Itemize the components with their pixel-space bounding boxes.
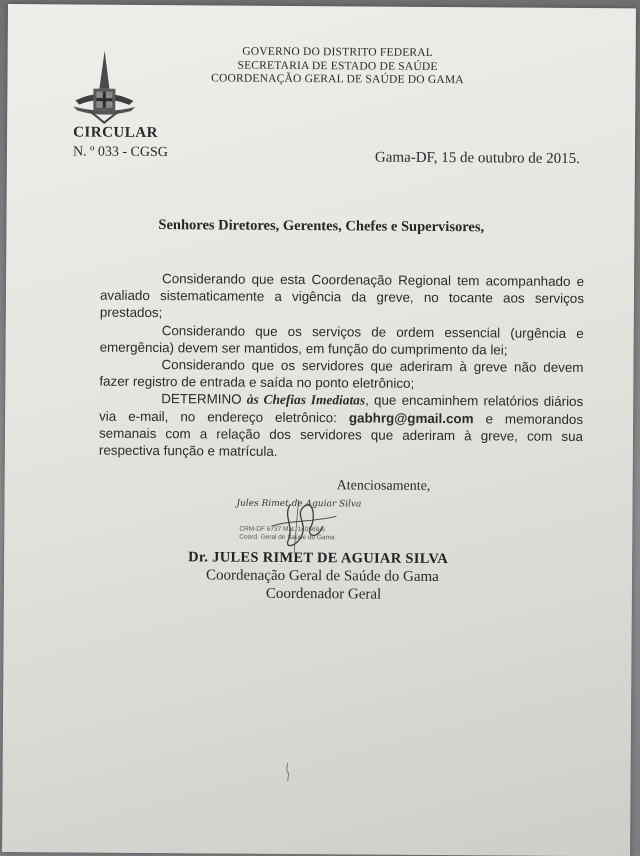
letter-body xyxy=(99,270,584,463)
document-date: Gama-DF, 15 de outubro de 2015. xyxy=(375,150,580,168)
coat-of-arms-icon xyxy=(69,48,140,126)
header-coordination: COORDENAÇÃO GERAL DE SAÚDE DO GAMA xyxy=(177,72,497,88)
paragraph-4-mid: , que encaminhem relatórios diários via e-mail, no endereço eletrônico: xyxy=(99,393,583,425)
signature-handwriting: Jules Rimet de Aguiar Silva xyxy=(236,499,361,510)
signatory-organization: Coordenação Geral de Saúde do Gama xyxy=(206,567,439,586)
signature-stamp xyxy=(239,526,349,542)
letterhead xyxy=(177,45,497,88)
header-secretariat: SECRETARIA DE ESTADO DE SAÚDE xyxy=(178,59,498,75)
salutation: Senhores Diretores, Gerentes, Chefes e Supervisores, xyxy=(158,217,484,236)
paper-mark-icon xyxy=(285,762,291,782)
paragraph-3: Considerando que os servidores que aderiram à greve não devem fazer registro de entrada e saída no ponto eletrônico; xyxy=(99,356,583,394)
header-government: GOVERNO DO DISTRITO FEDERAL xyxy=(178,45,498,61)
email-address: gabhrg@gmail.com xyxy=(349,410,474,426)
circular-number: N. º 033 - CGSG xyxy=(73,144,168,161)
paragraph-4-end: e memorandos semanais com a relação dos servidores que aderiram à greve, com sua respectiva função e matrícula. xyxy=(99,411,583,459)
stamp-registration: CRM-DF 6737 Mat. 140569-6 xyxy=(239,526,349,534)
paragraph-1: Considerando que esta Coordenação Regional tem acompanhado e avaliado sistematicamente a vigência da greve, no tocante aos serviços prestados; xyxy=(100,270,584,325)
stamp-organization: Coord. Geral de Saúde do Gama xyxy=(239,533,349,541)
document-page xyxy=(2,4,636,856)
chefias-emphasis: às Chefias Imediatas xyxy=(247,392,365,408)
paragraph-2: Considerando que os serviços de ordem essencial (urgência e emergência) devem ser mantidos, em função do cumprimento da lei; xyxy=(100,321,584,359)
circular-title: CIRCULAR xyxy=(73,124,158,142)
closing-phrase: Atenciosamente, xyxy=(337,478,431,495)
paragraph-4 xyxy=(99,390,583,462)
signatory-role: Coordenador Geral xyxy=(266,586,381,604)
determino-text: DETERMINO xyxy=(161,392,247,408)
signatory-name: Dr. JULES RIMET DE AGUIAR SILVA xyxy=(188,549,448,568)
